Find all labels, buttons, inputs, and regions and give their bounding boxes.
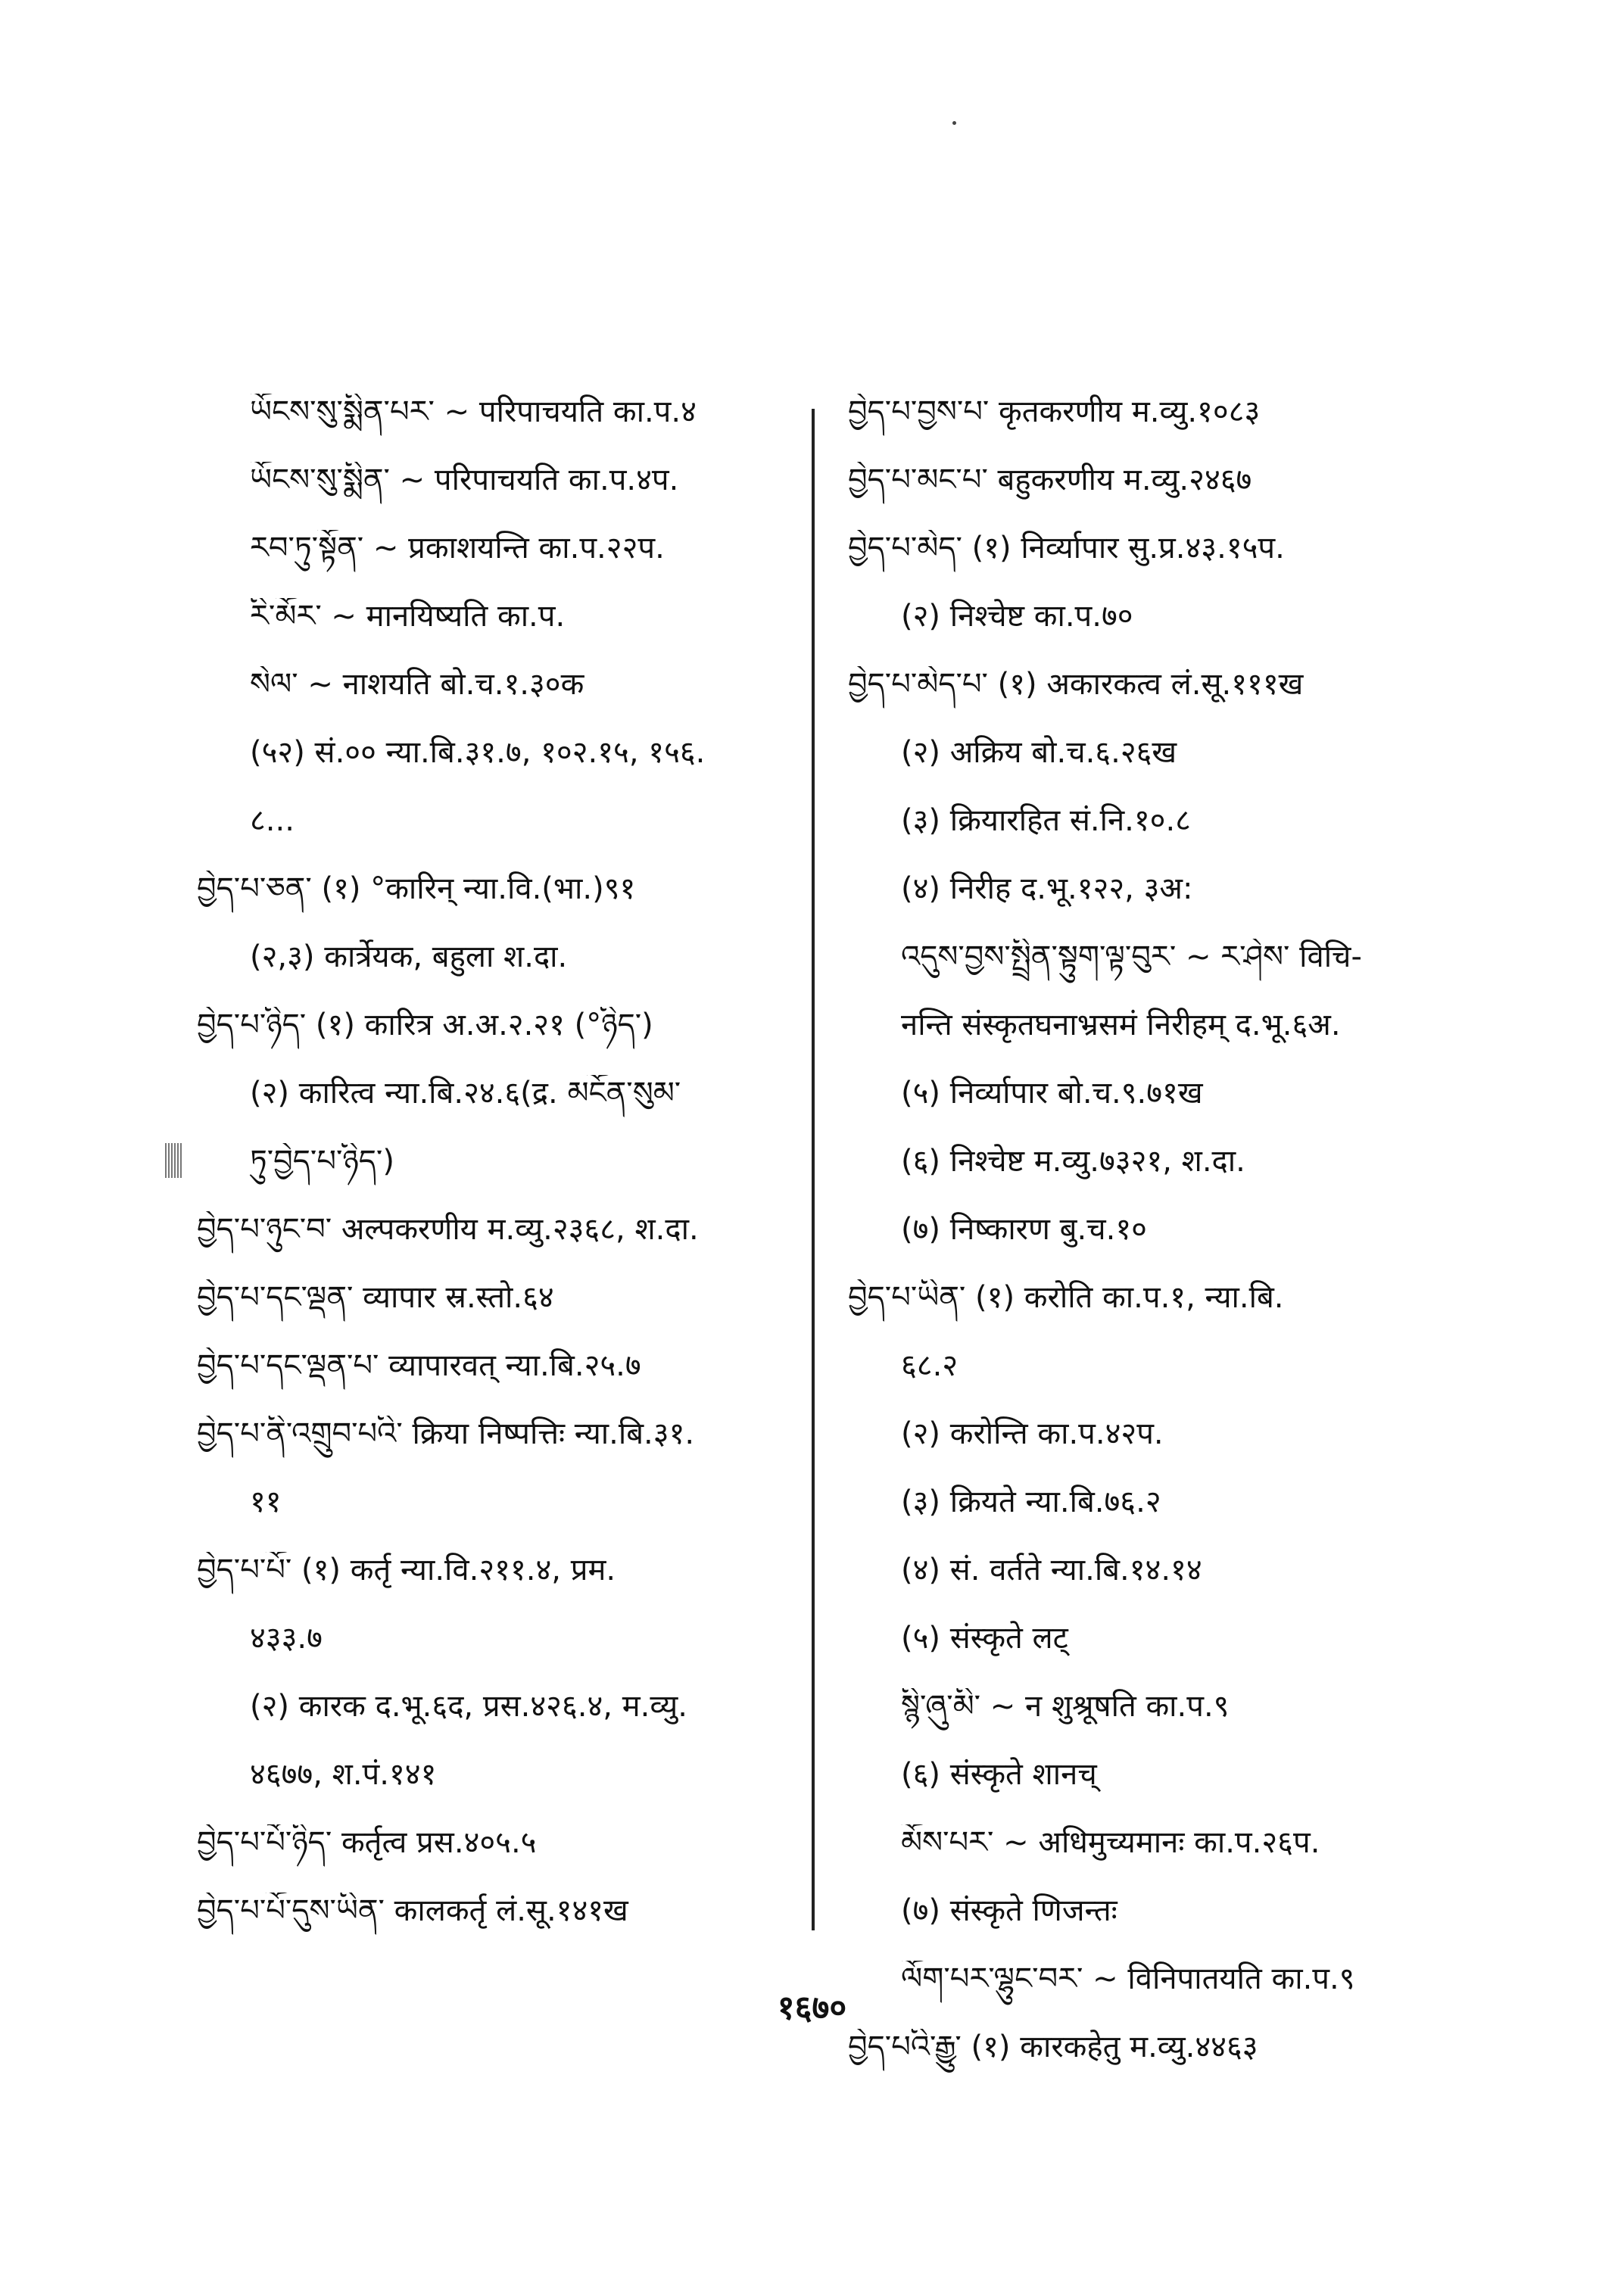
- dictionary-line: नन्ति संस्कृतघनाभ्रसमं निरीहम् द.भू.६अ.: [901, 1008, 1341, 1042]
- dictionary-line: སེལ་ ~ नाशयति बो.च.१.३०क: [250, 667, 584, 702]
- dictionary-line: བྱེད་པ་མེད་ (१) निर्व्यापार सु.प्र.४३.१५प.: [848, 531, 1285, 565]
- dictionary-line: རི་མོར་ ~ मानयिष्यति का.प.: [250, 599, 566, 634]
- dictionary-line: (५२) सं.०० न्या.बि.३१.७, १०२.१५, १५६.: [250, 735, 706, 770]
- dictionary-line: བྱེད་པ་ཡིན་ (१) करोति का.प.१, न्या.बि.: [848, 1280, 1284, 1315]
- column-divider: [812, 409, 815, 1930]
- dictionary-line: སྙི་ཞུ་མི་ ~ न शुश्रूषति का.प.९: [901, 1689, 1230, 1724]
- dictionary-line: བྱེད་པ་ཅན་ (१) °कारिन् न्या.वि.(भा.)९१: [197, 871, 636, 906]
- right-column: [848, 394, 1423, 2097]
- dictionary-line: (२) निश्चेष्ट का.प.७०: [901, 599, 1133, 634]
- dictionary-line: ४६७७, श.पं.१४१: [250, 1757, 437, 1792]
- dictionary-line: (२) अक्रिय बो.च.६.२६ख: [901, 735, 1177, 770]
- dictionary-line: བྱེད་པ་ནི་འགྲུབ་པའི་ क्रिया निष्पत्तिः न्या.बि.३१.: [197, 1416, 695, 1451]
- dictionary-line: བྱེད་པ་ཉིད་ (१) कारित्र अ.अ.२.२१ (°ཉིད་): [197, 1008, 653, 1042]
- dictionary-line: བྱེད་པ་པོ་ཉིད་ कर्तृत्व प्रस.४०५.५: [197, 1825, 537, 1860]
- dictionary-line: བྱེད་པ་མང་པ་ बहुकरणीय म.व्यु.२४६७: [848, 463, 1252, 497]
- dictionary-line: (७) निष्कारण बु.च.१०: [901, 1212, 1147, 1247]
- dictionary-line: (२) कारक द.भू.६द, प्रस.४२६.४, म.व्यु.: [250, 1689, 687, 1724]
- dictionary-line: ཡོངས་སུ་སྨིན་ ~ परिपाचयति का.प.४प.: [250, 463, 679, 497]
- scan-dot-mark: [952, 121, 956, 125]
- dictionary-line: བྱེད་པ་དང་ལྡན་ व्यापार स्र.स्तो.६४: [197, 1280, 554, 1315]
- page-number: १६७०: [777, 1989, 847, 2027]
- dictionary-line: འདུས་བྱས་སྤྲིན་སྟུག་ལྟ་བུར་ ~ ར་ཤེས་ विचि-: [901, 939, 1362, 974]
- dictionary-line: རབ་ཏུ་སྟོན་ ~ प्रकाशयन्ति का.प.२२प.: [250, 531, 665, 565]
- dictionary-line: (६) संस्कृते शानच्: [901, 1757, 1097, 1792]
- dictionary-line: (२,३) कार्त्रेयक, बहुला श.दा.: [250, 939, 568, 974]
- dictionary-line: (३) क्रियते न्या.बि.७६.२: [901, 1485, 1161, 1519]
- scan-edge-mark: [165, 1143, 182, 1178]
- left-column: [197, 394, 772, 1961]
- dictionary-line: བྱེད་པ་པོ་དུས་ཡིན་ कालकर्तृ लं.सू.१४१ख: [197, 1893, 628, 1928]
- dictionary-line: (५) निर्व्यापार बो.च.९.७१ख: [901, 1076, 1203, 1111]
- dictionary-line: ४३३.७: [250, 1621, 323, 1656]
- dictionary-line: ८...: [250, 803, 295, 838]
- dictionary-line: (५) संस्कृते लट्: [901, 1621, 1068, 1656]
- dictionary-line: ११: [250, 1485, 282, 1519]
- dictionary-line: (२) करोन्ति का.प.४२प.: [901, 1416, 1164, 1451]
- dictionary-line: བྱེད་པ་མེད་པ་ (१) अकारकत्व लं.सू.१११ख: [848, 667, 1304, 702]
- dictionary-line: (६) निश्चेष्ट म.व्यु.७३२१, श.दा.: [901, 1144, 1245, 1179]
- dictionary-line: བྱེད་པ་བྱས་པ་ कृतकरणीय म.व्यु.१०८३: [848, 394, 1261, 429]
- dictionary-line: (४) निरीह द.भू.१२२, ३अ:: [901, 871, 1193, 906]
- dictionary-line: བྱེད་པ་ཉུང་བ་ अल्पकरणीय म.व्यु.२३६८, श.दा.: [197, 1212, 699, 1247]
- dictionary-line: མོས་པར་ ~ अधिमुच्यमानः का.प.२६प.: [901, 1825, 1320, 1860]
- dictionary-line: (३) क्रियारहित सं.नि.१०.८: [901, 803, 1191, 838]
- dictionary-line: བྱེད་པ་དང་ལྡན་པ་ व्यापारवत् न्या.बि.२५.७: [197, 1348, 641, 1383]
- dictionary-line: ཡོངས་སུ་སྨིན་པར་ ~ परिपाचयति का.प.४: [250, 394, 697, 429]
- dictionary-line: ६८.२: [901, 1348, 959, 1383]
- dictionary-line: བྱེད་པའི་རྒྱུ་ (१) कारकहेतु म.व्यु.४४६३: [848, 2030, 1258, 2064]
- dictionary-line: ཏུ་བྱེད་པ་ཉིད་): [250, 1144, 394, 1179]
- dictionary-line: བྱེད་པ་པོ་ (१) कर्तृ न्या.वि.२११.४, प्रम.: [197, 1553, 616, 1587]
- dictionary-line: ལོག་པར་ལྷུང་བར་ ~ विनिपातयति का.प.९: [901, 1961, 1355, 1996]
- dictionary-line: (७) संस्कृते णिजन्तः: [901, 1893, 1117, 1928]
- dictionary-line: (२) कारित्व न्या.बि.२४.६(द्र. མངོན་སུམ་: [250, 1076, 681, 1111]
- dictionary-line: (४) सं. वर्तते न्या.बि.१४.१४: [901, 1553, 1202, 1587]
